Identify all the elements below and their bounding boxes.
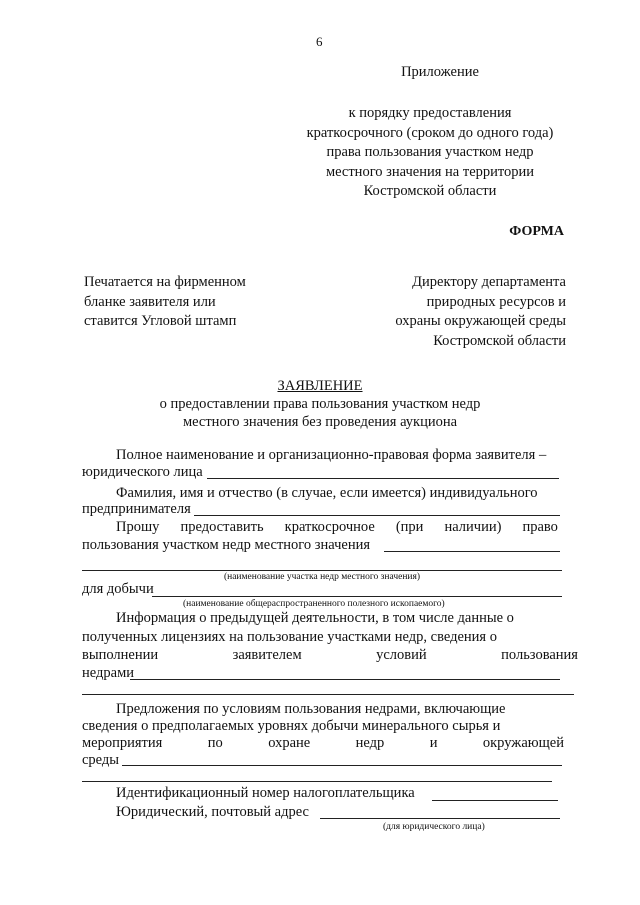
request-line — [116, 519, 558, 536]
request-word: краткосрочное — [284, 519, 375, 535]
form-label: ФОРМА — [509, 224, 564, 239]
info-line-4: недрами — [82, 665, 135, 681]
info-word: условий — [376, 647, 427, 663]
mineral-caption: (наименование общераспространенного полезного ископаемого) — [183, 599, 445, 609]
inn-label: Идентификационный номер налогоплательщика — [116, 785, 415, 801]
note-line: Печатается на фирменном — [84, 274, 246, 290]
appendix-line: права пользования участком недр — [326, 144, 534, 160]
legal-name-label-2: юридического лица — [82, 464, 203, 480]
mining-label: для добычи — [82, 581, 154, 597]
info-line-3 — [82, 647, 578, 664]
proposals-word: мероприятия — [82, 735, 163, 751]
document-subtitle-2: местного значения без проведения аукциона — [182, 414, 458, 430]
inn-field[interactable] — [432, 800, 558, 801]
appendix-line: к порядку предоставления — [348, 105, 512, 121]
appendix-text — [280, 104, 580, 202]
addressee-line: природных ресурсов и — [426, 293, 566, 310]
request-field-1[interactable] — [384, 551, 560, 552]
proposals-field-1[interactable] — [122, 765, 562, 766]
proposals-line-1: Предложения по условиям пользования недрами, включающие — [116, 701, 506, 717]
fio-label-2: предпринимателя — [82, 501, 191, 517]
note-line: ставится Угловой штамп — [84, 313, 237, 329]
request-word: предоставить — [180, 519, 264, 535]
addressee-line: Костромской области — [433, 332, 566, 349]
legal-name-field[interactable] — [207, 478, 559, 479]
document-title: ЗАЯВЛЕНИЕ — [277, 378, 363, 394]
note-line: бланке заявителя или — [84, 293, 216, 310]
appendix-line: краткосрочного (сроком до одного года) — [306, 124, 554, 141]
info-word: заявителем — [232, 647, 302, 663]
site-name-caption: (наименование участка недр местного значения) — [223, 572, 421, 582]
page-number: 6 — [316, 34, 323, 49]
addressee-line: Директору департамента — [412, 274, 566, 290]
request-line-2: пользования участком недр местного значения — [82, 537, 371, 553]
info-word: пользования — [501, 647, 578, 663]
addressee-line: охраны окружающей среды — [395, 313, 566, 329]
proposals-word: недр — [355, 735, 385, 751]
proposals-word: и — [429, 735, 438, 751]
info-field-1[interactable] — [130, 679, 560, 680]
address-caption: (для юридического лица) — [383, 822, 485, 832]
appendix-line: местного значения на территории — [325, 163, 535, 180]
request-word: Прошу — [116, 519, 160, 535]
request-word: право — [522, 519, 558, 535]
addressee-block — [395, 273, 566, 351]
address-field[interactable] — [320, 818, 560, 819]
proposals-word: охране — [268, 735, 311, 751]
proposals-line-3 — [82, 735, 564, 752]
document-subtitle-1: о предоставлении права пользования участком недр — [159, 396, 481, 412]
address-label: Юридический, почтовый адрес — [116, 804, 309, 820]
proposals-line-4: среды — [82, 752, 120, 768]
proposals-line-2: сведения о предполагаемых уровнях добычи минерального сырья и — [82, 718, 501, 734]
fio-label: Фамилия, имя и отчество (в случае, если имеется) индивидуального — [116, 485, 538, 501]
proposals-word: по — [207, 735, 223, 751]
fio-field[interactable] — [194, 515, 560, 516]
proposals-field-2[interactable] — [82, 781, 552, 782]
info-line-1: Информация о предыдущей деятельности, в том числе данные о — [116, 610, 514, 626]
request-word: (при — [395, 519, 424, 535]
site-name-field[interactable] — [82, 570, 562, 571]
info-word: выполнении — [82, 647, 159, 663]
info-field-2[interactable] — [82, 694, 574, 695]
letterhead-note — [84, 273, 246, 332]
appendix-title: Приложение — [401, 64, 479, 80]
legal-name-label: Полное наименование и организационно-правовая форма заявителя – — [116, 447, 547, 463]
request-word: наличии) — [444, 519, 502, 535]
mineral-field[interactable] — [152, 596, 562, 597]
proposals-word: окружающей — [482, 735, 564, 751]
appendix-line: Костромской области — [363, 183, 497, 199]
info-line-2: полученных лицензиях на пользование участками недр, сведения о — [82, 629, 497, 645]
